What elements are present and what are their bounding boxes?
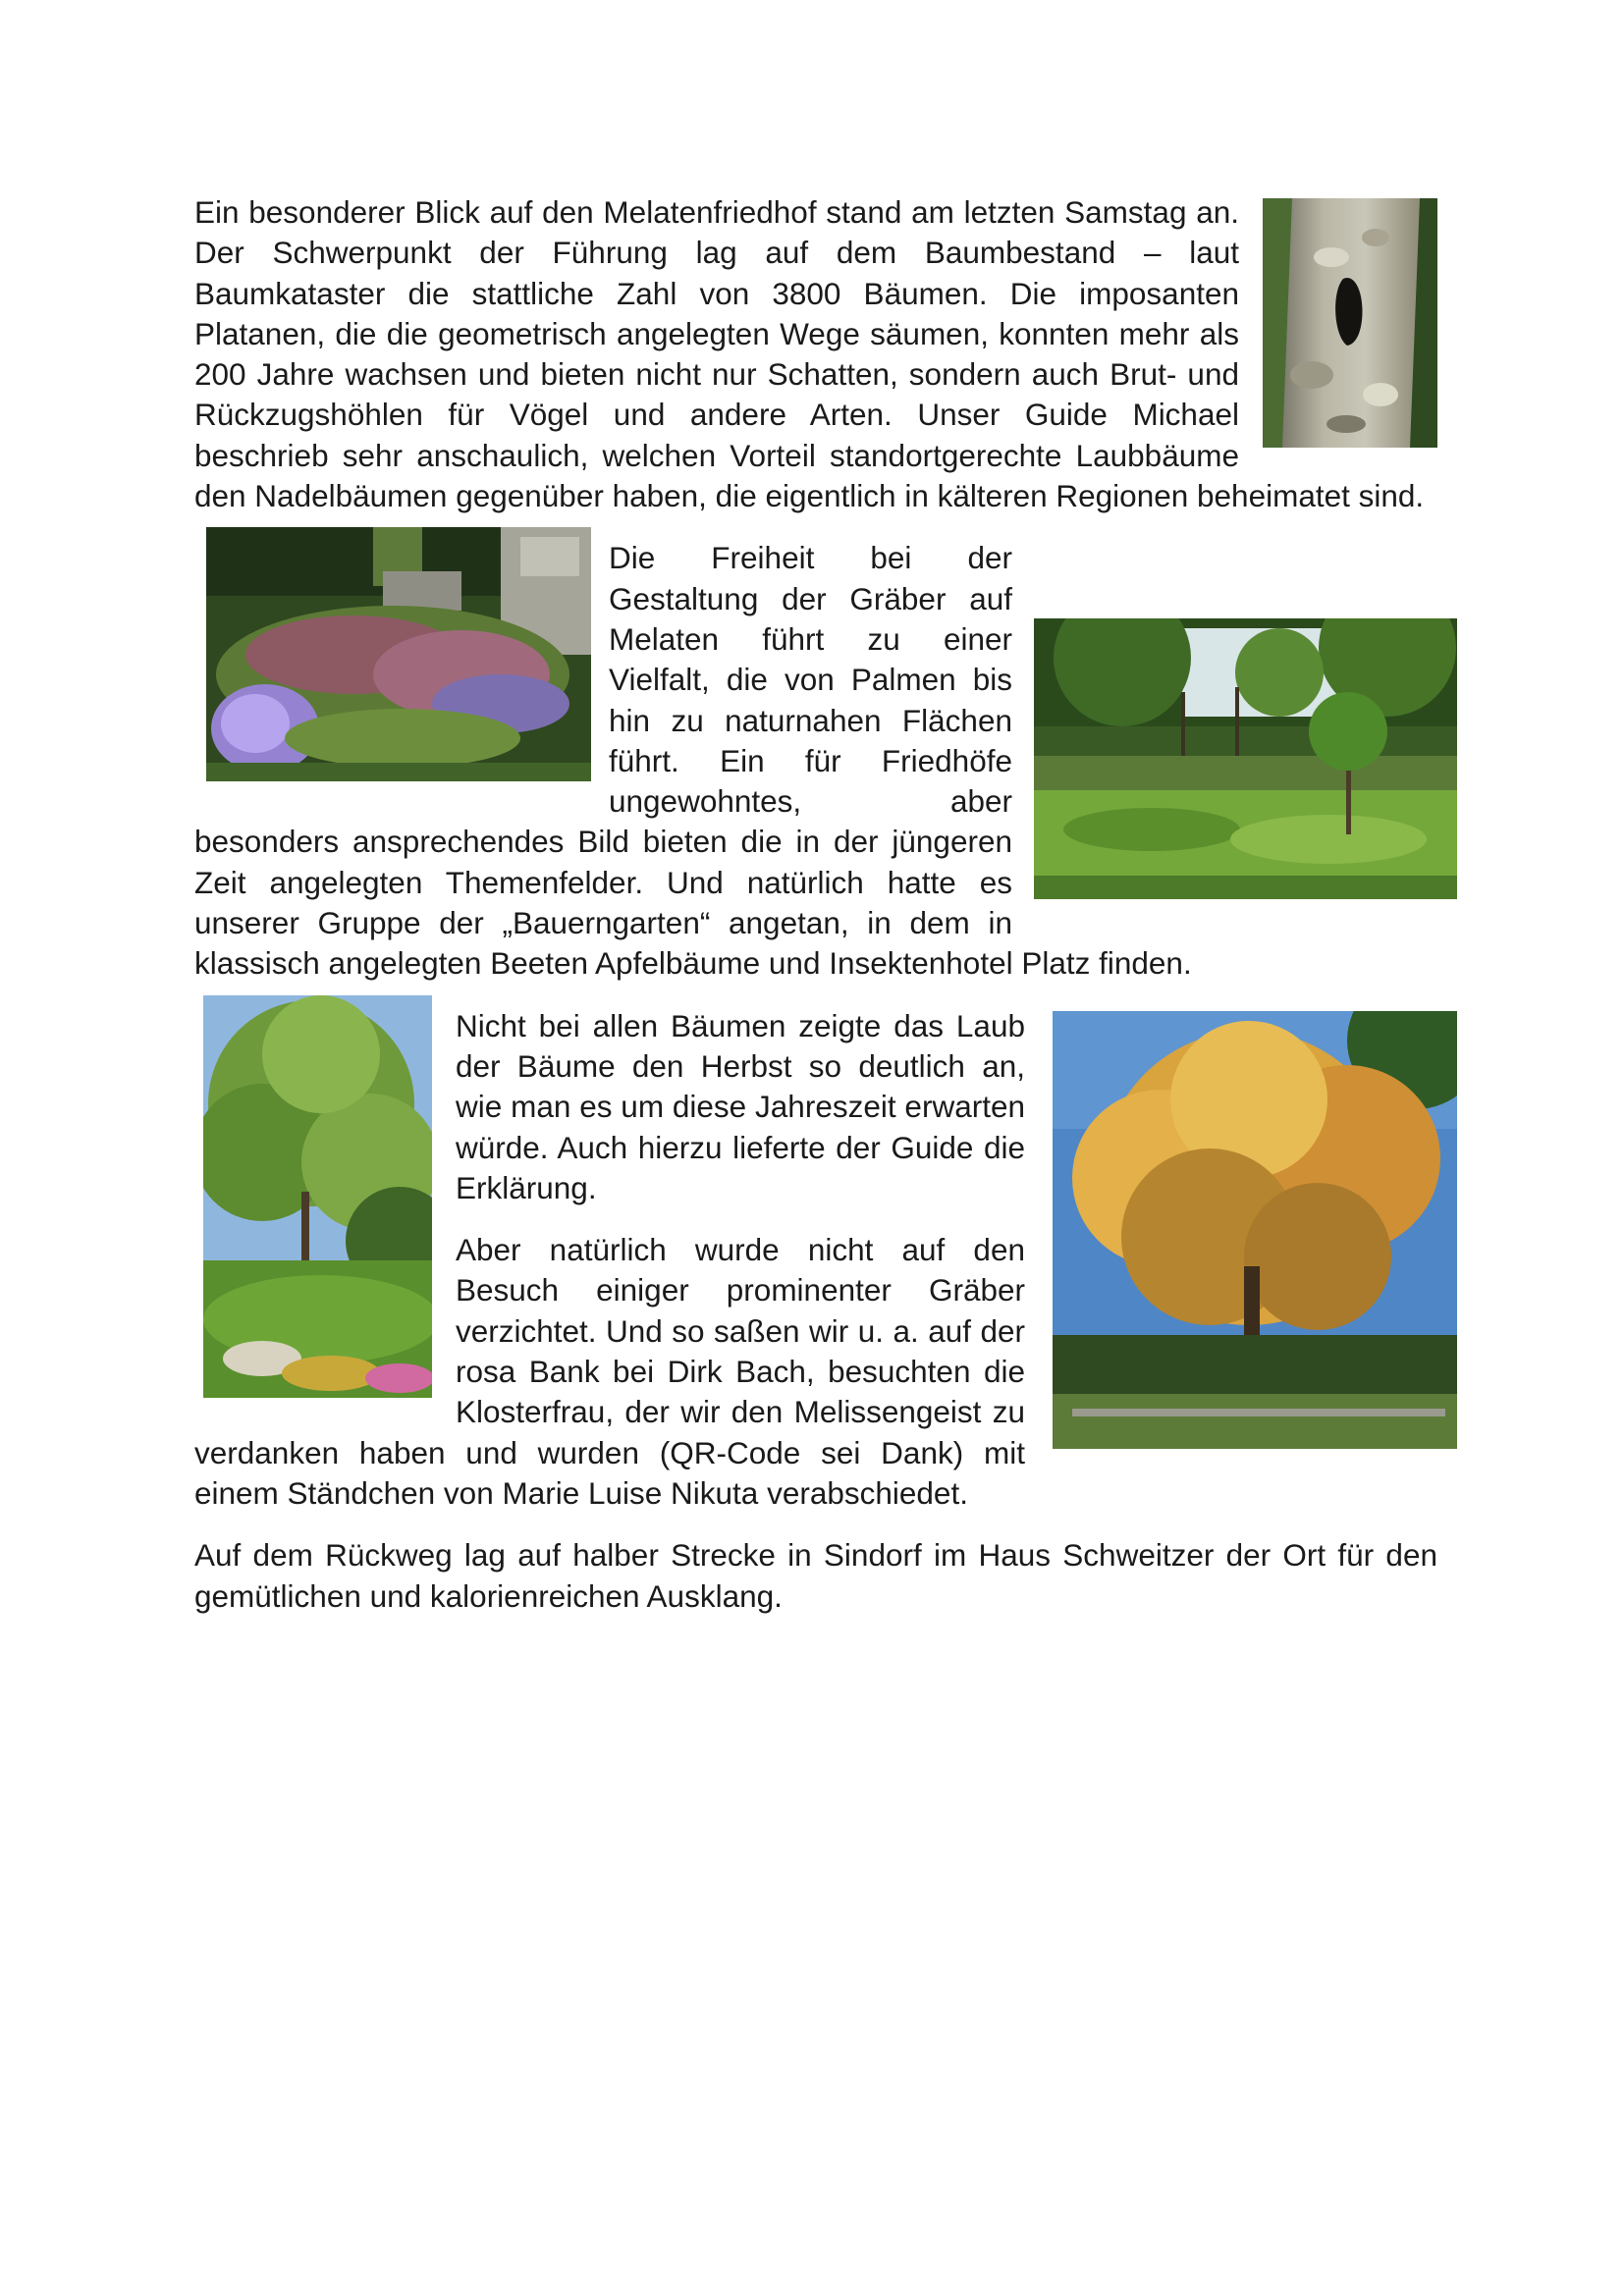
- paragraph-1: Ein besonderer Blick auf den Melatenfriedhof stand am letzten Samstag an. Der Schwerpunkt der Führung lag auf dem Baumbestand – laut Baumkataster die stattliche Zahl von 3800 Bäumen. Die imposanten Platanen, die die geometrisch angelegten Wege säumen, konnten mehr als 200 Jahre wachsen und bieten nicht nur Schatten, sondern auch Brut- und Rückzugshöhlen für Vögel und andere Arten. Unser Guide Michael beschrieb sehr anschaulich, welchen Vorteil standortgerechte Laubbäume den Nadelbäumen gegenüber haben, die eigentlich in kälteren Regionen beheimatet sind.: [194, 194, 1425, 514]
- paragraph-4: Aber natürlich wurde nicht auf den Besuch einiger prominenter Gräber verzichtet. Und so saßen wir u. a. auf der rosa Bank bei Dirk Bach, besuchten die Klosterfrau, der wir den Melissengeist zu verdanken haben und wurden (QR-Code sei Dank) mit einem Ständchen von Marie Luise Nikuta verabschiedet.: [194, 1232, 1025, 1511]
- paragraph-3: Nicht bei allen Bäumen zeigte das Laub der Bäume den Herbst so deutlich an, wie man es um diese Jahreszeit erwarten würde. Auch hierzu lieferte der Guide die Erklärung.: [456, 1007, 1025, 1205]
- flower-grave-photo: [206, 527, 591, 781]
- green-tree-photo: [203, 995, 432, 1398]
- paragraph-2: Die Freiheit bei der Gestaltung der Gräber auf Melaten führt zu einer Vielfalt, die von Palmen bis hin zu naturnahen Flächen führt. Ein für Friedhöfe ungewohntes, aber besonders ansprechendes Bild bieten die in der jüngeren Zeit angelegten Themenfelder. Und natürlich hatte es unserer Gruppe der „Bauerngarten“ angetan, in dem in klassisch angelegten Beeten Apfelbäume und Insektenhotel Platz finden.: [194, 540, 1192, 982]
- plane-tree-trunk-photo: [1263, 198, 1437, 448]
- autumn-tree-photo: [1053, 1011, 1457, 1449]
- theme-garden-photo: [1034, 618, 1457, 899]
- paragraph-5: Auf dem Rückweg lag auf halber Strecke in Sindorf im Haus Schweitzer der Ort für den gemütlichen und kalorienreichen Ausklang.: [194, 1537, 1437, 1614]
- article-body: [194, 192, 1437, 1617]
